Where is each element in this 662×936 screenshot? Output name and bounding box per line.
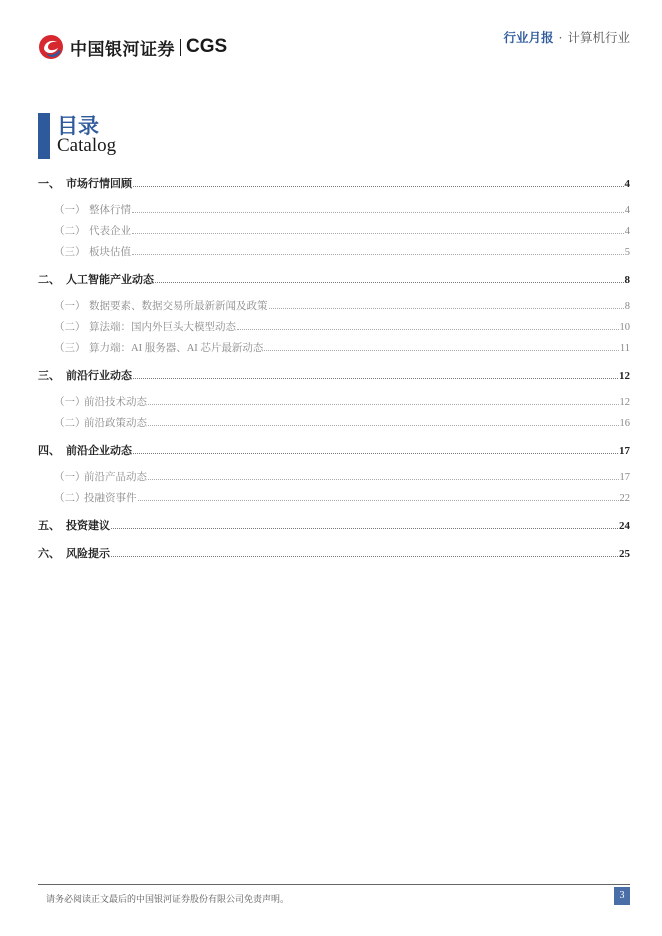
footer-disclaimer: 请务必阅读正文最后的中国银河证券股份有限公司免责声明。 (46, 895, 290, 905)
toc-section-entry[interactable] (38, 367, 630, 383)
toc-leader-dots (111, 527, 618, 529)
toc-entry-number: （三） (54, 247, 86, 258)
toc-entry-number: 六、 (38, 548, 60, 560)
toc-leader-dots (269, 307, 624, 309)
toc-entry-page: 4 (624, 205, 630, 216)
toc-leader-dots (133, 185, 624, 187)
toc-entry-number: （一） (54, 472, 86, 483)
toc-entry-page: 16 (619, 418, 630, 429)
toc-leader-dots (155, 281, 624, 283)
cgs-emblem-icon (38, 34, 64, 60)
toc-entry-page: 12 (619, 397, 630, 408)
toc-entry-number: （二） (54, 226, 86, 237)
toc-heading-en: Catalog (57, 135, 117, 156)
toc-leader-dots (132, 253, 624, 255)
toc-subsection-entry[interactable] (38, 298, 630, 313)
toc-entry-page: 4 (624, 226, 630, 237)
toc-subsection-entry[interactable] (38, 415, 630, 430)
toc-entry-label: 数据要素、数据交易所最新新闻及政策 (89, 301, 268, 312)
toc-entry-number: （一） (54, 397, 86, 408)
toc-leader-dots (132, 232, 624, 234)
footer-rule (38, 884, 630, 885)
toc-entry-number: 三、 (38, 370, 60, 382)
toc-entry-page: 8 (624, 301, 630, 312)
toc-entry-number: 四、 (38, 445, 60, 457)
toc-section-entry[interactable] (38, 271, 630, 287)
toc-entry-page: 24 (619, 520, 630, 532)
toc-leader-dots (133, 377, 618, 379)
toc-leader-dots (132, 211, 624, 213)
header-separator: · (558, 30, 563, 45)
toc-subsection-entry[interactable] (38, 244, 630, 259)
toc-entry-number: （一） (54, 205, 86, 216)
page-number: 3 (614, 887, 630, 905)
toc-entry-label: 板块估值 (89, 247, 131, 258)
toc-entry-label: 市场行情回顾 (66, 178, 132, 190)
toc-subsection-entry[interactable] (38, 319, 630, 334)
industry-name: 计算机行业 (567, 30, 630, 45)
toc-entry-page: 12 (619, 370, 630, 382)
toc-entry-label: 前沿产品动态 (84, 472, 147, 483)
toc-leader-dots (148, 424, 619, 426)
toc-section-entry[interactable] (38, 442, 630, 458)
toc-leader-dots (148, 478, 619, 480)
report-category (503, 28, 630, 46)
toc-section-entry[interactable] (38, 517, 630, 533)
toc-leader-dots (133, 452, 618, 454)
toc-subsection-entry[interactable] (38, 394, 630, 409)
toc-subsection-entry[interactable] (38, 202, 630, 217)
toc-entry-label: 前沿政策动态 (84, 418, 147, 429)
report-type: 行业月报 (503, 30, 554, 45)
toc-heading-bar (38, 113, 50, 159)
cgs-logo (38, 34, 227, 60)
toc-entry-number: （二） (54, 493, 86, 504)
toc-subsection-entry[interactable] (38, 223, 630, 238)
toc-subsection-entry[interactable] (38, 340, 630, 355)
toc-section-entry[interactable] (38, 175, 630, 191)
toc-entry-page: 10 (619, 322, 630, 333)
toc-entry-label: 整体行情 (89, 205, 131, 216)
toc-entry-label: 算法端：国内外巨头大模型动态 (89, 322, 236, 333)
toc-entry-label: 投融资事件 (84, 493, 137, 504)
toc-leader-dots (264, 349, 618, 351)
logo-english-name: CGS (186, 36, 228, 57)
toc-leader-dots (148, 403, 619, 405)
toc-entry-label: 算力端：AI 服务器、AI 芯片最新动态 (89, 343, 264, 354)
toc-entry-label: 代表企业 (89, 226, 131, 237)
toc-leader-dots (237, 328, 619, 330)
toc-entry-number: 一、 (38, 178, 60, 190)
toc-entry-page: 4 (624, 178, 630, 190)
toc-subsection-entry[interactable] (38, 469, 630, 484)
toc-entry-number: 五、 (38, 520, 60, 532)
toc-entry-page: 11 (619, 343, 630, 354)
logo-divider (180, 39, 181, 56)
toc-entry-label: 前沿技术动态 (84, 397, 147, 408)
toc-entry-label: 风险提示 (66, 548, 110, 560)
page-header (0, 0, 662, 80)
toc-heading-cn: 目录 (57, 114, 99, 138)
toc-entry-page: 17 (619, 472, 630, 483)
toc-entry-number: 二、 (38, 274, 60, 286)
logo-chinese-name: 中国银河证券 (70, 39, 175, 60)
toc-entry-page: 8 (624, 274, 630, 286)
toc-leader-dots (138, 499, 619, 501)
toc-subsection-entry[interactable] (38, 490, 630, 505)
toc-entry-number: （三） (54, 343, 86, 354)
toc-entry-label: 前沿企业动态 (66, 445, 132, 457)
toc-section-entry[interactable] (38, 545, 630, 561)
toc-entry-label: 前沿行业动态 (66, 370, 132, 382)
toc-entry-number: （二） (54, 418, 86, 429)
toc-entry-label: 人工智能产业动态 (66, 274, 154, 286)
toc-entry-page: 22 (619, 493, 630, 504)
toc-entry-number: （一） (54, 301, 86, 312)
toc-entry-page: 5 (624, 247, 630, 258)
toc-entry-page: 17 (619, 445, 630, 457)
toc-entry-number: （二） (54, 322, 86, 333)
toc-entry-page: 25 (619, 548, 630, 560)
toc-leader-dots (111, 555, 618, 557)
toc-entry-label: 投资建议 (66, 520, 110, 532)
